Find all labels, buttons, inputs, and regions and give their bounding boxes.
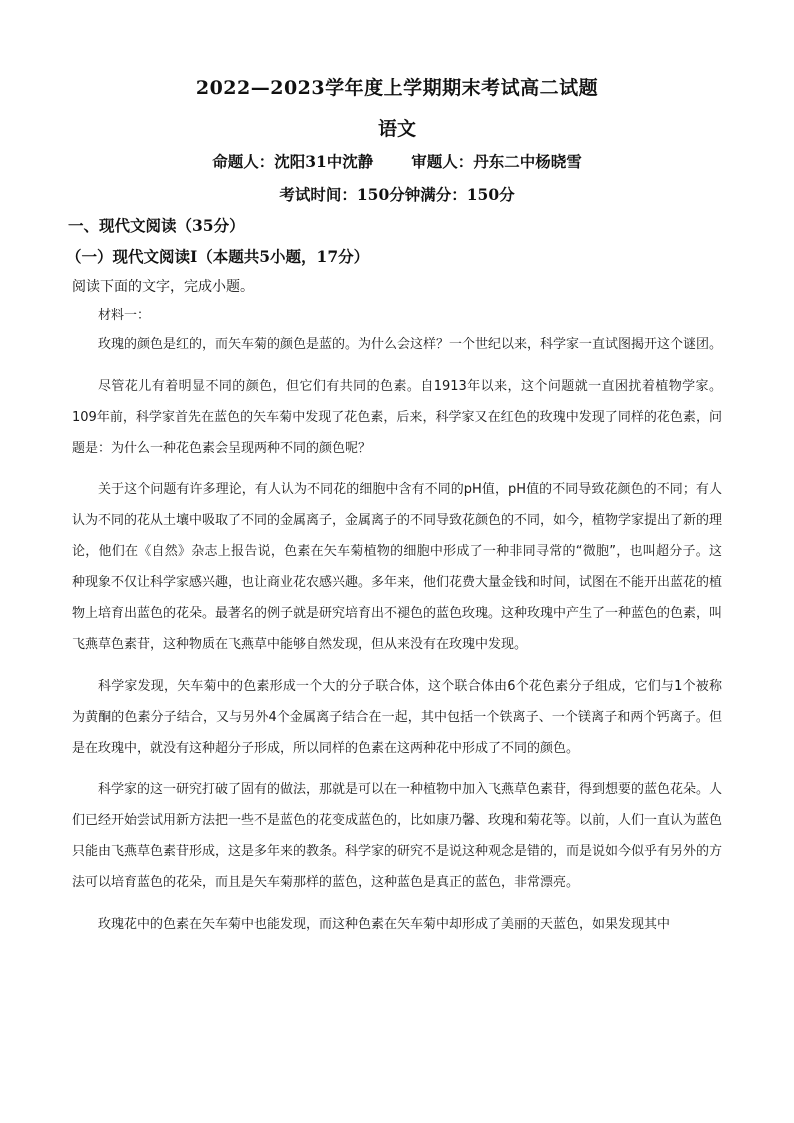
- paragraph: 科学家发现，矢车菊中的色素形成一个大的分子联合体，这个联合体由6个花色素分子组成，它们与1个被称为黄酮的色素分子结合，又与另外4个金属离子结合在一起，其中包括一个铁离子、一个镁离子和两个钙离子。但是在玫瑰中，就没有这种超分子形成，所以同样的色素在这两种花中形成了不同的颜色。: [72, 678, 722, 756]
- paragraph: 玫瑰花中的色素在矢车菊中也能发现，而这种色素在矢车菊中却形成了美丽的天蓝色，如果发现其中: [98, 916, 671, 932]
- time-info: 考试时间：150分钟满分：150分: [279, 185, 515, 204]
- paragraph: 关于这个问题有许多理论，有人认为不同花的细胞中含有不同的pH值，pH值的不同导致花颜色的不同；有人认为不同的花从土壤中吸取了不同的金属离子，金属离子的不同导致花颜色的不同，如今，植物学家提出了新的理论，他们在《自然》杂志上报告说，色素在矢车菊植物的细胞中形成了一种非同寻常的“微胞”，也叫超分子。这种现象不仅让科学家感兴趣，也让商业花农感兴趣。多年来，他们花费大量金钱和时间，试图在不能开出蓝花的植物上培育出蓝色的花朵。最著名的例子就是研究培育出不褪色的蓝色玫瑰。这种玫瑰中产生了一种蓝色的色素，叫飞燕草色素苷，这种物质在飞燕草中能够自然发现，但从来没有在玫瑰中发现。: [72, 482, 723, 652]
- subject-title: 语文: [377, 118, 416, 140]
- paragraph: 尽管花儿有着明显不同的颜色，但它们有共同的色素。自1913年以来，这个问题就一直困扰着植物学家。109年前，科学家首先在蓝色的矢车菊中发现了花色素，后来，科学家又在红色的玫瑰中发现了同样的花色素，问题是：为什么一种花色素会呈现两种不同的颜色呢？: [72, 378, 722, 456]
- reviewer-label: 审题人：丹东二中杨晓雪: [411, 152, 582, 171]
- paragraph: 玫瑰的颜色是红的，而矢车菊的颜色是蓝的。为什么会这样？一个世纪以来，科学家一直试图揭开这个谜团。: [98, 337, 723, 352]
- paragraph: 科学家的这一研究打破了固有的做法，那就是可以在一种植物中加入飞燕草色素苷，得到想要的蓝色花朵。人们已经开始尝试用新方法把一些不是蓝色的花变成蓝色的，比如康乃馨、玫瑰和菊花等。以前，人们一直认为蓝色只能由飞燕草色素苷形成，这是多年来的教条。科学家的研究不是说这种观念是错的，而是说如今似乎有另外的方法可以培育蓝色的花朵，而且是矢车菊那样的蓝色，这种蓝色是真正的蓝色，非常漂亮。: [72, 782, 723, 890]
- subsection-heading: （一）现代文阅读Ⅰ（本题共5小题，17分）: [66, 247, 370, 266]
- reading-material: [72, 303, 722, 950]
- material-label: 材料一：: [98, 308, 151, 323]
- section-heading: 一、现代文阅读（35分）: [68, 216, 245, 235]
- setter-label: 命题人：沈阳31中沈静: [212, 152, 374, 171]
- instruction-text: 阅读下面的文字，完成小题。: [72, 279, 254, 295]
- authors-line: [0, 150, 794, 172]
- exam-title: 2022—2023学年度上学期期末考试高二试题: [195, 77, 599, 99]
